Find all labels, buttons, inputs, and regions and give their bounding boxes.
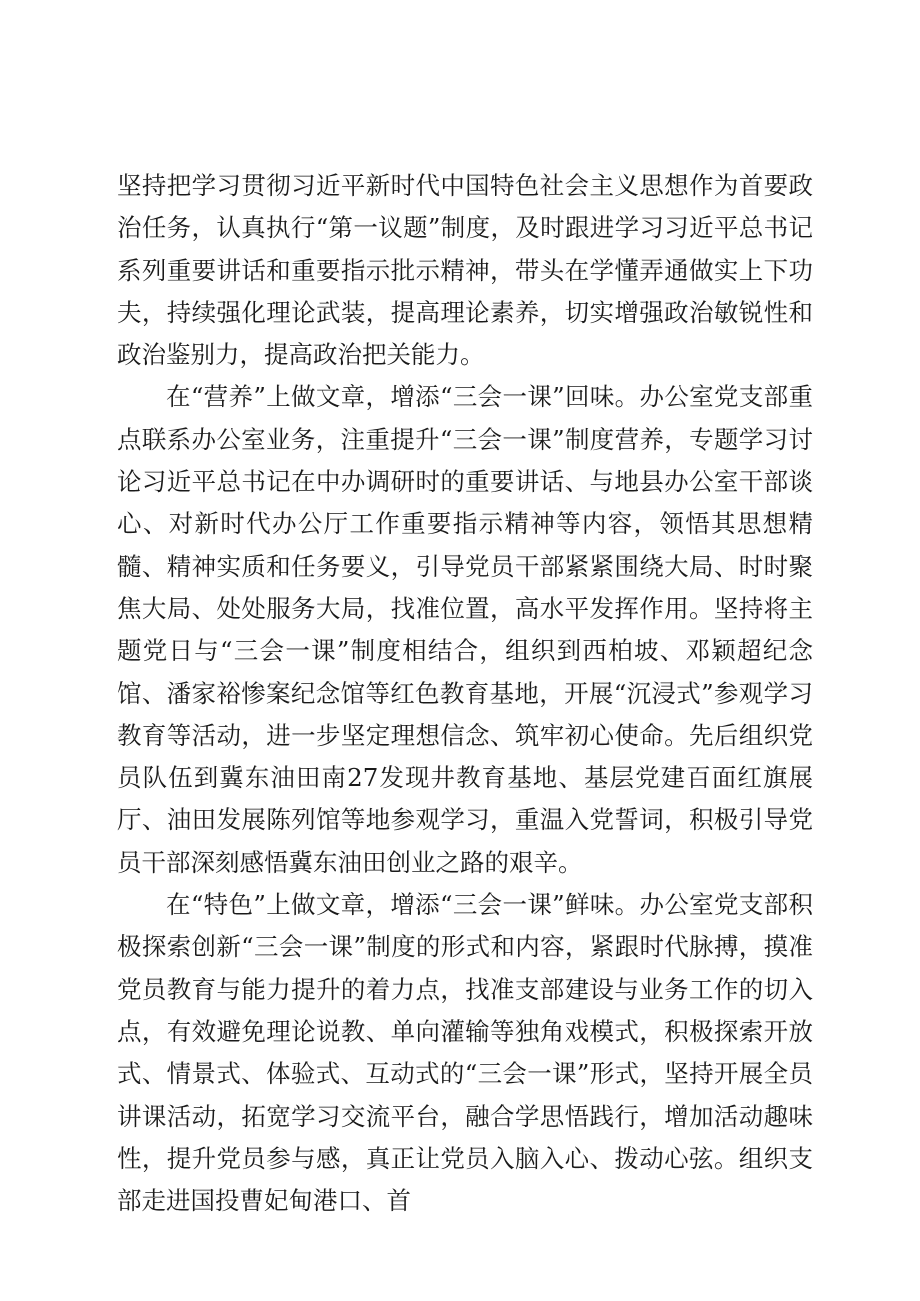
paragraph-3: 在“特色”上做文章，增添“三会一课”鲜味。办公室党支部积极探索创新“三会一课”制度的形式和内容，紧跟时代脉搏，摸准党员教育与能力提升的着力点，找准支部建设与业务工作的切入点，有效避免理论说教、单向灌输等独角戏模式，积极探索开放式、情景式、体验式、互动式的“三会一课”形式，坚持开展全员讲课活动，拓宽学习交流平台，融合学思悟践行，增加活动趣味性，提升党员参与感，真正让党员入脑入心、拨动心弦。组织支部走进国投曹妃甸港口、首 xyxy=(117,890,813,1216)
paragraph-2: 在“营养”上做文章，增添“三会一课”回味。办公室党支部重点联系办公室业务，注重提升“三会一课”制度营养，专题学习讨论习近平总书记在中办调研时的重要讲话、与地县办公室干部谈心、对新时代办公厅工作重要指示精神等内容，领悟其思想精髓、精神实质和任务要义，引导党员干部紧紧围绕大局、时时聚焦大局、处处服务大局，找准位置，高水平发挥作用。坚持将主题党日与“三会一课”制度相结合，组织到西柏坡、邓颖超纪念馆、潘家裕惨案纪念馆等红色教育基地，开展“沉浸式”参观学习教育等活动，进一步坚定理想信念、筑牢初心使命。先后组织党员队伍到冀东油田南27发现井教育基地、基层党建百面红旗展厅、油田发展陈列馆等地参观学习，重温入党誓词，积极引导党员干部深刻感悟冀东油田创业之路的艰辛。 xyxy=(117,382,813,877)
document-body xyxy=(117,165,813,1222)
paragraph-1: 坚持把学习贯彻习近平新时代中国特色社会主义思想作为首要政治任务，认真执行“第一议题”制度，及时跟进学习习近平总书记系列重要讲话和重要指示批示精神，带头在学懂弄通做实上下功夫，持续强化理论武装，提高理论素养，切实增强政治敏锐性和政治鉴别力，提高政治把关能力。 xyxy=(117,171,813,370)
